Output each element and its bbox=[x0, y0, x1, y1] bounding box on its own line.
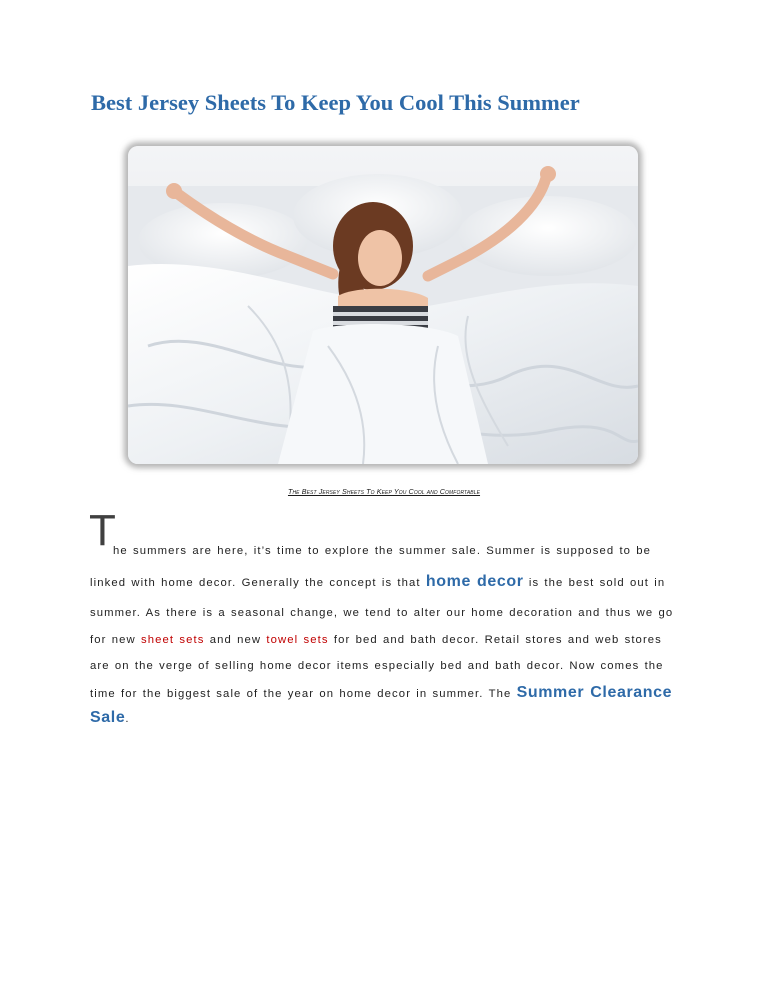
body-line-7 bbox=[90, 709, 130, 727]
body-text: time for the biggest sale of the year on home decor in summer. The bbox=[90, 688, 517, 700]
article-title: Best Jersey Sheets To Keep You Cool This Summer bbox=[91, 90, 580, 115]
body-text: linked with home decor. Generally the concept is that bbox=[90, 577, 426, 589]
body-text: he summers are here, it’s time to explore the summer sale. Summer is supposed to be bbox=[113, 545, 652, 557]
sheet-sets-link[interactable]: sheet sets bbox=[141, 634, 205, 646]
body-text: are on the verge of selling home decor items especially bed and bath decor. Now comes the bbox=[90, 660, 664, 672]
summer-clearance-link[interactable]: Summer Clearance bbox=[516, 684, 673, 701]
body-line-4 bbox=[90, 634, 662, 646]
home-decor-link[interactable]: home decor bbox=[425, 573, 524, 590]
body-text: . bbox=[125, 713, 130, 725]
towel-sets-link[interactable]: towel sets bbox=[266, 634, 329, 646]
body-line-1 bbox=[113, 545, 651, 557]
body-line-6 bbox=[90, 684, 672, 702]
woman-stretching-in-bed-photo bbox=[128, 146, 638, 464]
drop-cap: T bbox=[89, 506, 117, 555]
body-text: for new bbox=[90, 634, 141, 646]
image-caption: The Best Jersey Sheets To Keep You Cool and Comfortable bbox=[287, 487, 481, 496]
body-text: and new bbox=[204, 634, 267, 646]
bed-illustration bbox=[128, 146, 638, 464]
body-line-5 bbox=[90, 660, 664, 672]
body-line-3 bbox=[90, 607, 673, 619]
body-line-2 bbox=[90, 573, 665, 591]
sale-link[interactable]: Sale bbox=[90, 709, 126, 726]
body-text: for bed and bath decor. Retail stores and web stores bbox=[328, 634, 662, 646]
body-text: summer. As there is a seasonal change, we tend to alter our home decoration and thus we go bbox=[90, 607, 674, 619]
body-text: is the best sold out in bbox=[523, 577, 666, 589]
